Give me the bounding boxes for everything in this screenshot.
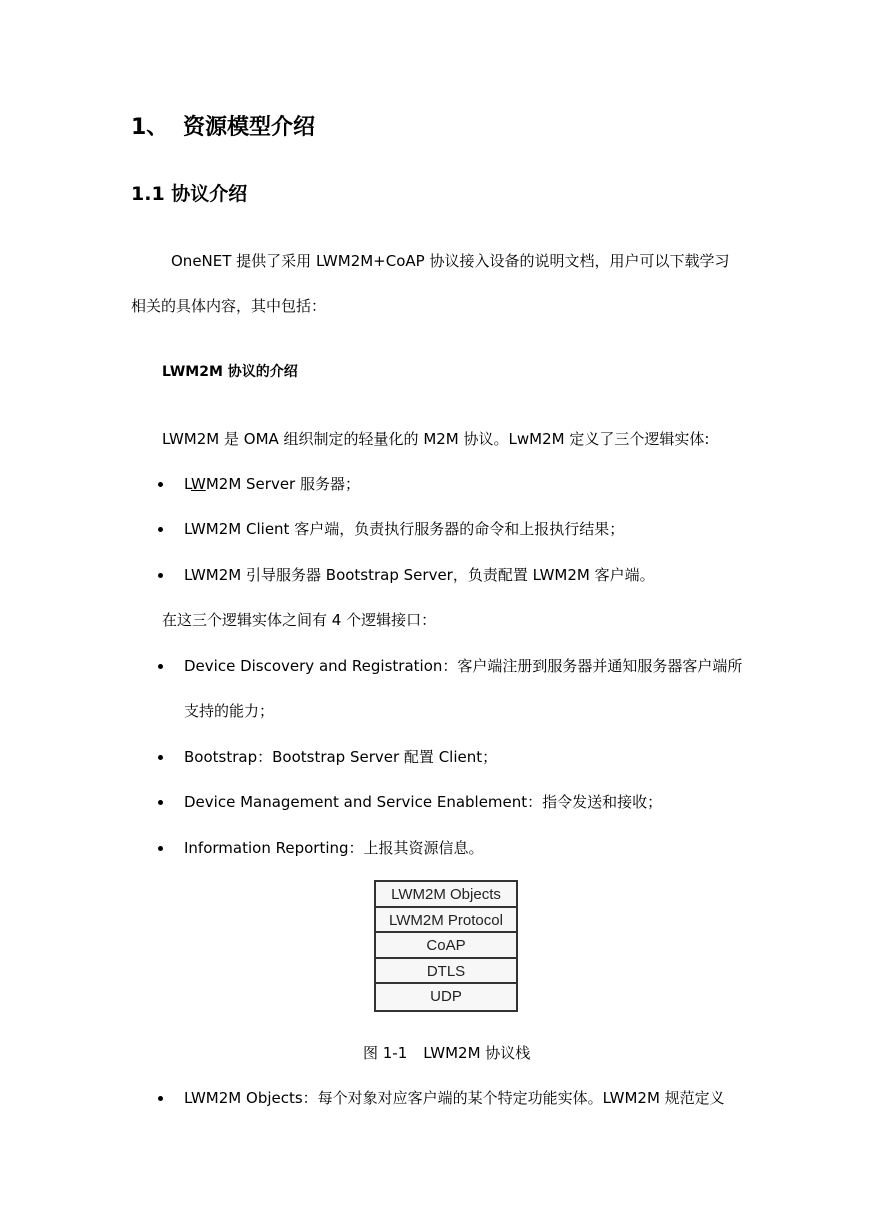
bullet-icon (158, 755, 163, 760)
underlined-letter: W (190, 475, 206, 493)
bullet-icon (158, 527, 163, 532)
bullet-icon (158, 800, 163, 805)
subsection-heading: 1.1 协议介绍 (131, 183, 248, 205)
stack-layer-protocol: LWM2M Protocol (376, 908, 516, 934)
bullet-icon (158, 664, 163, 669)
figure-label: 图 1-1 (363, 1044, 408, 1062)
bullet-icon (158, 1096, 163, 1101)
list-item-bootstrap-server: LWM2M 引导服务器 Bootstrap Server，负责配置 LWM2M 客户端。 (184, 566, 655, 584)
list-item-objects: LWM2M Objects：每个对象对应客户端的某个特定功能实体。LWM2M 规范定义 (184, 1089, 725, 1107)
bullet-icon (158, 846, 163, 851)
list-item-reporting: Information Reporting：上报其资源信息。 (184, 839, 484, 857)
protocol-stack-diagram (374, 880, 518, 1012)
stack-layer-dtls: DTLS (376, 959, 516, 985)
bullet-icon (158, 482, 163, 487)
intro-line-1: OneNET 提供了采用 LWM2M+CoAP 协议接入设备的说明文档，用户可以下载学习 (171, 252, 730, 270)
list-item-discovery: Device Discovery and Registration：客户端注册到服务器并通知服务器客户端所 (184, 657, 743, 675)
section-title: 资源模型介绍 (183, 115, 316, 140)
section-heading (131, 113, 315, 143)
lwm2m-subheading: LWM2M 协议的介绍 (162, 364, 298, 380)
figure-title: LWM2M 协议栈 (423, 1044, 531, 1062)
list-item-management: Device Management and Service Enablement：指令发送和接收； (184, 793, 663, 811)
figure-caption (363, 1042, 530, 1064)
list-item-discovery-cont: 支持的能力； (184, 702, 275, 720)
list-item-server: LWM2M Server 服务器； (184, 475, 360, 493)
list-item-bootstrap: Bootstrap：Bootstrap Server 配置 Client； (184, 748, 498, 766)
stack-layer-coap: CoAP (376, 933, 516, 959)
interfaces-intro: 在这三个逻辑实体之间有 4 个逻辑接口： (162, 611, 437, 629)
section-number: 1、 (131, 115, 169, 140)
list-item-client: LWM2M Client 客户端，负责执行服务器的命令和上报执行结果； (184, 520, 625, 538)
bullet-icon (158, 573, 163, 578)
definition-text: LWM2M 是 OMA 组织制定的轻量化的 M2M 协议。LwM2M 定义了三个逻辑实体: (162, 430, 710, 448)
stack-layer-objects: LWM2M Objects (376, 882, 516, 908)
intro-line-2: 相关的具体内容，其中包括： (131, 297, 327, 315)
stack-layer-udp: UDP (376, 984, 516, 1010)
